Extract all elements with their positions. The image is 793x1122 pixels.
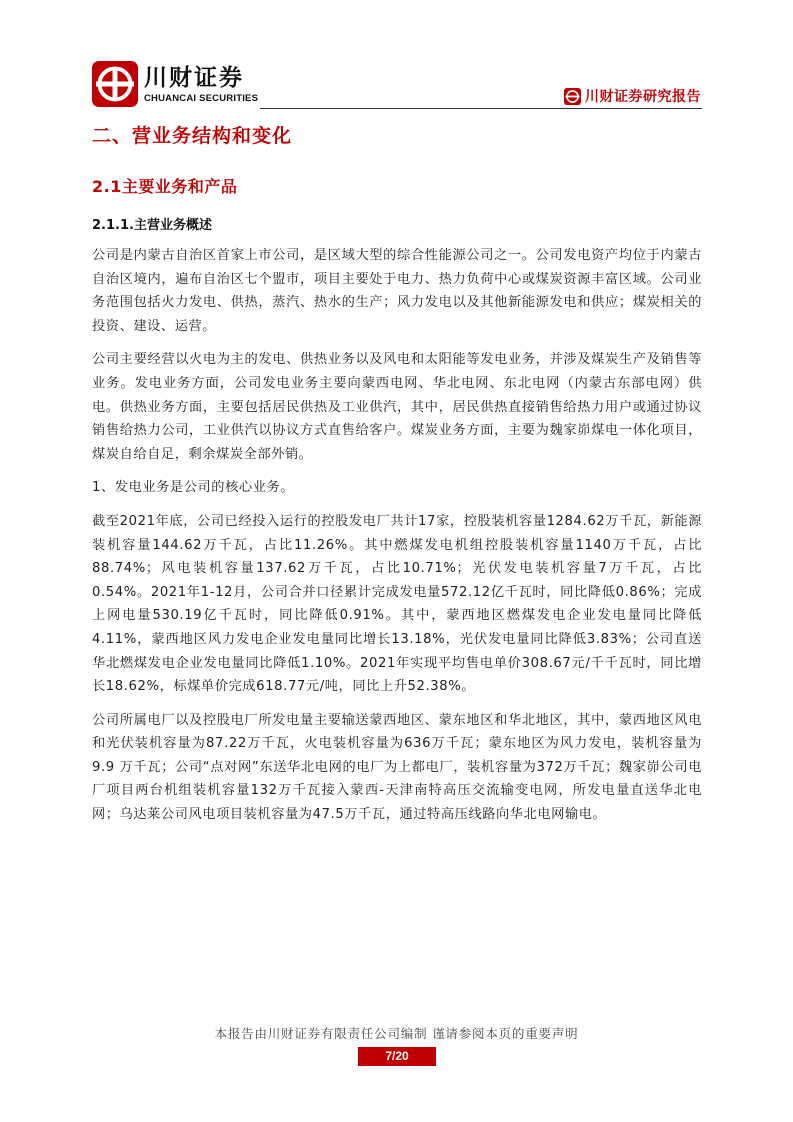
chuancai-small-logo-icon [564,88,581,105]
header-divider [260,108,702,109]
paragraph-core-business: 1、发电业务是公司的核心业务。 [92,480,295,496]
paragraph-capacity-stats: 截至2021年底，公司已经投入运行的控股发电厂共计17家，控股装机容量1284.62万千瓦，新能源装机容量144.62万千瓦，占比11.26%。其中燃煤发电机组控股装机容量1140万千瓦，占比88.74%；风电装机容量137.62万千瓦，占比10.71%；光伏发电装机容量7万千瓦，占比0.54%。2021年1-12月，公司合并口径累计完成发电量572.12亿千瓦时，同比降低0.86%；完成上网电量530.19亿千瓦时，同比降低0.91%。其中，蒙西地区燃煤发电企业发电量同比降低4.11%，蒙西地区风力发电企业发电量同比增长13.18%，光伏发电量同比降低3.83%；公司直送华北燃煤发电企业发电量同比降低1.10%。2021年实现平均售电单价308.67元/千千瓦时，同比增长18.62%，标煤单价完成618.77元/吨，同比上升52.38%。 [92,513,702,695]
paragraph-power-transmission: 公司所属电厂以及控股电厂所发电量主要输送蒙西地区、蒙东地区和华北地区，其中，蒙西地区风电和光伏装机容量为87.22万千瓦，火电装机容量为636万千瓦；蒙东地区为风力发电，装机容量为 9.9 万千瓦；公司“点对网”东送华北电网的电厂为上都电厂，装机容量为372万千瓦；魏家峁公司电厂项目两台机组装机容量132万千瓦接入蒙西-天津南特高压交流输变电网，所发电量直送华北电网；乌达莱公司风电项目装机容量为47.5万千瓦，通过特高压线路向华北电网输电。 [92,712,702,823]
company-logo [92,61,258,107]
paragraph-company-overview: 公司是内蒙古自治区首家上市公司，是区域大型的综合性能源公司之一。公司发电资产均位于内蒙古自治区境内，遍布自治区七个盟市，项目主要处于电力、热力负荷中心或煤炭资源丰富区域。公司业务范围包括火力发电、供热，蒸汽、热水的生产；风力发电以及其他新能源发电和供应；煤炭相关的投资、建设、运营。 [92,248,702,334]
report-label [564,86,701,106]
report-label-text: 川财证券研究报告 [585,89,701,105]
body-content [92,244,702,837]
section-title: 二、营业务结构和变化 [92,125,293,147]
page-number: 7/20 [358,1047,436,1066]
chuancai-logo-icon [92,61,138,107]
footer-disclaimer: 本报告由川财证券有限责任公司编制 谨请参阅本页的重要声明 [214,1026,579,1041]
company-name-cn: 川财证券 [144,64,244,91]
subsubsection-title: 2.1.1.主营业务概述 [92,218,212,233]
paragraph-business-scope: 公司主要经营以火电为主的发电、供热业务以及风电和太阳能等发电业务，并涉及煤炭生产及销售等业务。发电业务方面，公司发电业务主要向蒙西电网、华北电网、东北电网（内蒙古东部电网）供电。供热业务方面，主要包括居民供热及工业供汽，其中，居民供热直接销售给热力用户或通过协议销售给热力公司，工业供汽以协议方式直售给客户。煤炭业务方面，主要为魏家峁煤电一体化项目，煤炭自给自足，剩余煤炭全部外销。 [92,352,702,462]
subsection-title: 2.1主要业务和产品 [92,177,238,196]
company-name-en: CHUANCAI SECURITIES [144,92,259,104]
